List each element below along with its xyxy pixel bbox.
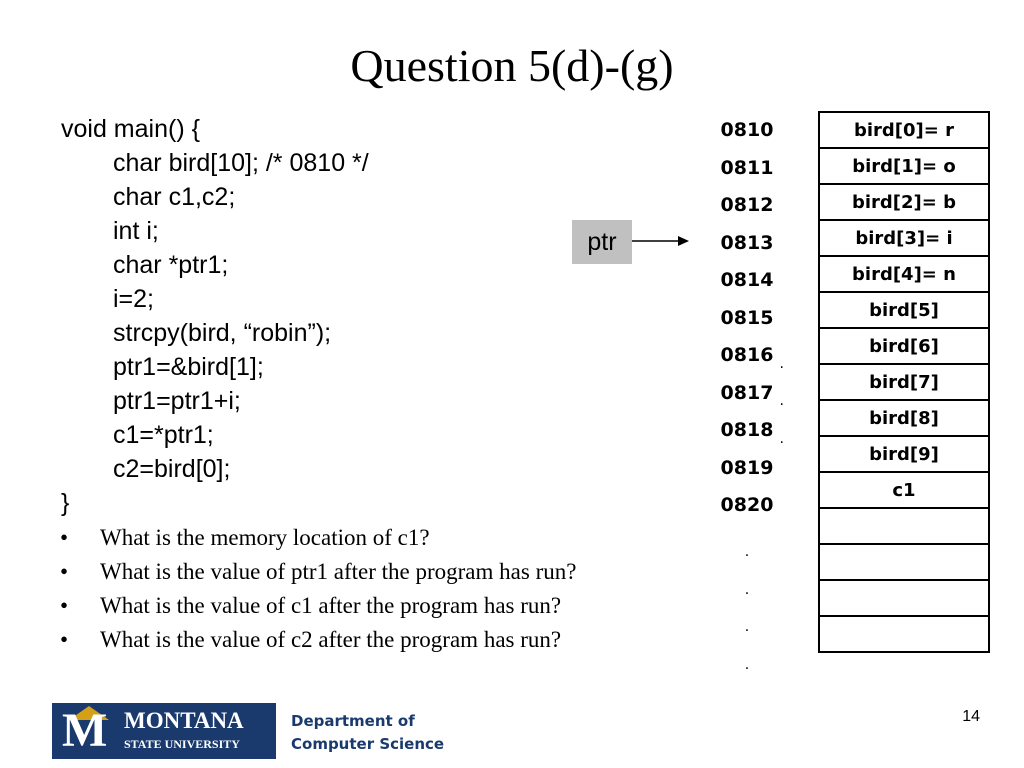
code-line: int i; — [113, 217, 159, 245]
memory-address: 0814 — [720, 269, 774, 291]
department-line: Computer Science — [291, 735, 445, 753]
memory-address-row — [706, 412, 788, 450]
memory-cell: bird[4]= n — [819, 256, 989, 292]
memory-address: 0813 — [720, 231, 774, 254]
memory-address: 0811 — [720, 156, 774, 179]
code-line: void main() { — [61, 115, 200, 143]
memory-cell: bird[1]= o — [819, 148, 989, 184]
code-line: char *ptr1; — [113, 251, 229, 279]
memory-address: 0812 — [720, 194, 774, 216]
memory-cell — [819, 508, 989, 544]
memory-address: 0810 — [720, 119, 774, 141]
memory-address: 0816 — [720, 344, 774, 366]
memory-cell — [819, 544, 989, 580]
memory-cell — [819, 580, 989, 616]
memory-cell: bird[3]= i — [819, 220, 989, 256]
continuation-dot: . — [744, 581, 750, 598]
memory-cell: bird[8] — [819, 400, 989, 436]
question-item — [60, 555, 576, 589]
address-dot: . — [779, 393, 784, 409]
memory-address-row — [706, 337, 788, 375]
question-item — [60, 623, 576, 657]
bullet-icon: • — [60, 627, 69, 652]
memory-cell: bird[6] — [819, 328, 989, 364]
pointer-arrow-icon — [632, 234, 692, 248]
address-dot: . — [779, 355, 784, 372]
memory-address: 0815 — [720, 306, 774, 329]
continuation-dots — [706, 534, 788, 684]
pointer-label: ptr — [572, 220, 632, 264]
memory-cell: bird[7] — [819, 364, 989, 400]
memory-address: 0818 — [720, 419, 774, 441]
department-line: Department of — [291, 712, 415, 730]
memory-address: 0820 — [720, 494, 774, 516]
memory-address-row — [706, 375, 788, 413]
logo-m-icon: M — [62, 704, 108, 757]
memory-table — [818, 111, 990, 653]
continuation-dot: . — [744, 544, 750, 560]
code-line: } — [61, 489, 70, 517]
university-logo — [52, 703, 276, 759]
memory-address: 0817 — [720, 381, 774, 404]
slide-title: Question 5(d)-(g) — [350, 40, 674, 91]
code-line: c2=bird[0]; — [113, 455, 231, 483]
code-line: strcpy(bird, “robin”); — [113, 319, 332, 347]
question-item — [60, 589, 576, 623]
address-dot: . — [779, 430, 784, 447]
bullet-icon: • — [60, 559, 69, 584]
bullet-icon: • — [60, 525, 69, 550]
memory-cell — [819, 616, 989, 652]
memory-cell: bird[0]= r — [819, 112, 989, 148]
department-name — [291, 710, 444, 756]
memory-cell: c1 — [819, 472, 989, 508]
memory-cell: bird[2]= b — [819, 184, 989, 220]
page-number: 14 — [962, 708, 980, 725]
continuation-dot: . — [744, 619, 750, 635]
bullet-icon: • — [60, 593, 69, 618]
code-listing — [61, 112, 369, 520]
memory-address-column — [706, 112, 788, 525]
code-line: ptr1=&bird[1]; — [113, 353, 264, 381]
code-line: i=2; — [113, 285, 155, 313]
question-text: What is the value of c1 after the program has run? — [100, 593, 562, 618]
question-text: What is the value of ptr1 after the program has run? — [100, 559, 577, 584]
logo-subtitle: STATE UNIVERSITY — [124, 737, 240, 751]
continuation-dot: . — [744, 656, 750, 673]
question-text: What is the value of c2 after the program has run? — [100, 627, 562, 652]
memory-cell: bird[9] — [819, 436, 989, 472]
code-line: ptr1=ptr1+i; — [113, 387, 241, 415]
code-line: char c1,c2; — [113, 183, 236, 211]
question-item — [60, 521, 576, 555]
question-text: What is the memory location of c1? — [100, 525, 430, 550]
logo-wordmark: MONTANA — [124, 708, 244, 733]
code-line: c1=*ptr1; — [113, 421, 214, 449]
question-list — [60, 521, 576, 657]
memory-cell: bird[5] — [819, 292, 989, 328]
memory-address: 0819 — [720, 456, 774, 479]
code-line: char bird[10]; /* 0810 */ — [113, 149, 369, 177]
